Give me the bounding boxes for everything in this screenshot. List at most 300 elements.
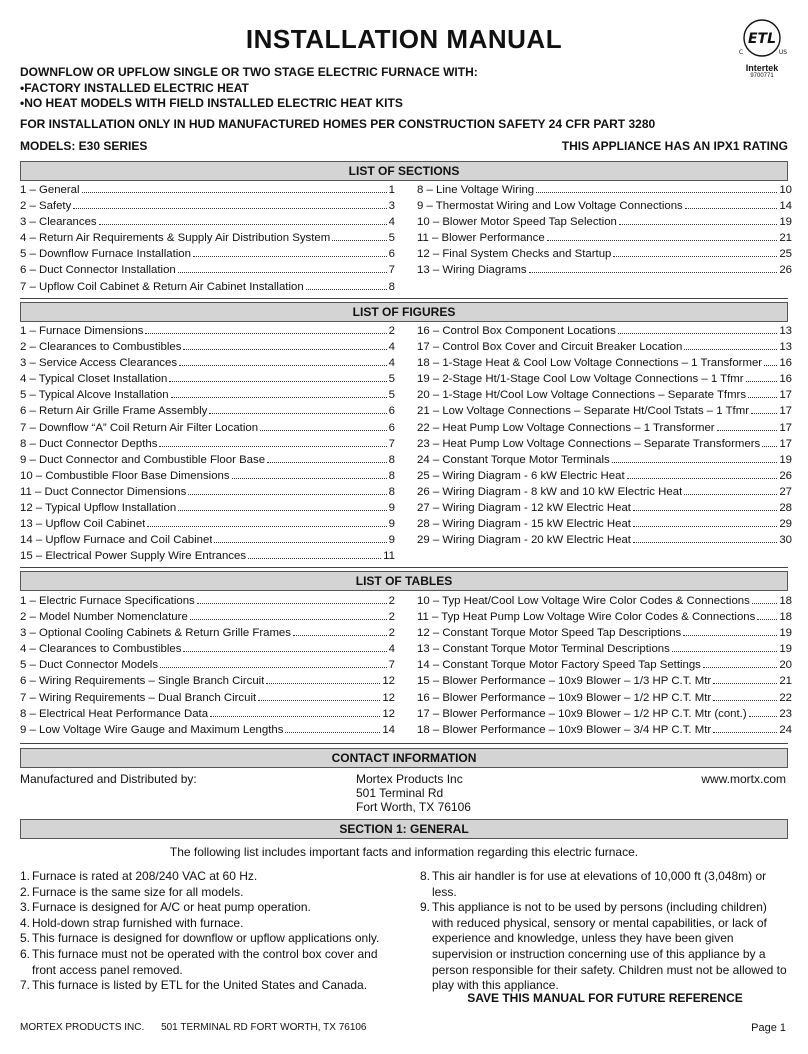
toc-entry-label: 7 – Downflow “A” Coil Return Air Filter Location bbox=[20, 421, 259, 434]
toc-entry-page: 3 bbox=[388, 200, 395, 213]
toc-entry-label: 29 – Wiring Diagram - 20 kW Electric Heat bbox=[417, 534, 631, 547]
toc-entry-label: 20 – 1-Stage Ht/Cool Low Voltage Connections – Separate Tfmrs bbox=[417, 389, 747, 402]
toc-entry[interactable] bbox=[20, 184, 395, 200]
tables-header: LIST OF TABLES bbox=[20, 571, 788, 591]
toc-entry-page: 19 bbox=[779, 643, 792, 656]
toc-entry-label: 24 – Constant Torque Motor Terminals bbox=[417, 453, 610, 466]
toc-entry-label: 4 – Return Air Requirements & Supply Air Distribution System bbox=[20, 232, 331, 245]
toc-entry-label: 1 – Furnace Dimensions bbox=[20, 325, 144, 337]
general-fact-item bbox=[20, 885, 400, 901]
toc-entry-page: 19 bbox=[779, 453, 792, 466]
toc-entry-label: 17 – Control Box Cover and Circuit Breaker Location bbox=[417, 341, 683, 354]
toc-entry-label: 14 – Constant Torque Motor Factory Speed Tap Settings bbox=[417, 659, 701, 672]
general-fact-item bbox=[20, 869, 400, 885]
toc-entry-page: 17 bbox=[779, 405, 792, 418]
footer bbox=[20, 1022, 367, 1033]
toc-entry[interactable] bbox=[417, 216, 792, 232]
toc-entry-page: 12 bbox=[382, 707, 395, 720]
dot-leader bbox=[82, 192, 387, 193]
toc-entry-page: 10 bbox=[779, 184, 792, 196]
toc-entry-page: 7 bbox=[388, 264, 395, 277]
toc-entry-page: 18 bbox=[779, 611, 792, 624]
manufacturer-address bbox=[356, 772, 471, 814]
sections-left-list bbox=[20, 184, 395, 297]
etl-logo-icon bbox=[737, 14, 787, 62]
toc-entry-label: 7 – Wiring Requirements – Dual Branch Circuit bbox=[20, 691, 257, 704]
dot-leader bbox=[258, 700, 380, 701]
toc-entry[interactable] bbox=[20, 534, 395, 550]
toc-entry-label: 18 – 1-Stage Heat & Cool Low Voltage Connections – 1 Transformer bbox=[417, 357, 763, 370]
toc-entry[interactable] bbox=[20, 675, 395, 691]
toc-entry-page: 7 bbox=[388, 437, 395, 450]
dot-leader bbox=[618, 333, 778, 334]
models-label: MODELS: E30 SERIES bbox=[20, 139, 148, 153]
fact-text: This appliance is not to be used by persons (including children) with reduced physical, sensory or mental capabilities, or lack of experience and knowledge, unless they have been given supervision or instruction concerning use of this appliance by a person responsible for their safety. Children must not be allowed to play with this appliance. bbox=[432, 900, 787, 993]
toc-entry-page: 21 bbox=[779, 232, 792, 245]
toc-entry-label: 25 – Wiring Diagram - 6 kW Electric Heat bbox=[417, 469, 625, 482]
dot-leader bbox=[179, 365, 387, 366]
toc-entry-label: 5 – Duct Connector Models bbox=[20, 659, 159, 672]
footer-company: MORTEX PRODUCTS INC. bbox=[20, 1022, 145, 1033]
toc-entry-label: 2 – Safety bbox=[20, 200, 72, 213]
toc-entry-page: 12 bbox=[382, 675, 395, 688]
general-intro: The following list includes important facts and information regarding this electric furnace. bbox=[169, 845, 639, 859]
toc-entry-label: 6 – Return Air Grille Frame Assembly bbox=[20, 405, 208, 418]
toc-entry-label: 9 – Low Voltage Wire Gauge and Maximum Lengths bbox=[20, 723, 284, 736]
toc-entry[interactable] bbox=[20, 200, 395, 216]
fact-text: Furnace is the same size for all models. bbox=[32, 884, 244, 899]
toc-entry-label: 6 – Wiring Requirements – Single Branch Circuit bbox=[20, 675, 265, 688]
toc-entry[interactable] bbox=[417, 389, 792, 405]
toc-entry-label: 1 – Electric Furnace Specifications bbox=[20, 595, 195, 607]
company-name: Mortex Products Inc bbox=[356, 772, 463, 786]
toc-entry-page: 8 bbox=[388, 453, 395, 466]
dot-leader bbox=[633, 526, 777, 527]
dot-leader bbox=[169, 381, 386, 382]
fact-number: 5. bbox=[20, 931, 31, 946]
general-fact-item bbox=[20, 900, 400, 916]
toc-entry-page: 14 bbox=[382, 723, 395, 736]
footer-address: 501 TERMINAL RD FORT WORTH, TX 76106 bbox=[161, 1022, 367, 1033]
fact-number: 2. bbox=[20, 884, 31, 899]
dot-leader bbox=[210, 716, 380, 717]
fact-number: 8. bbox=[420, 869, 431, 883]
toc-entry-label: 7 – Upflow Coil Cabinet & Return Air Cabinet Installation bbox=[20, 280, 304, 293]
dot-leader bbox=[713, 700, 777, 701]
street-address: 501 Terminal Rd bbox=[356, 786, 444, 800]
toc-entry[interactable] bbox=[417, 454, 792, 470]
general-fact-item bbox=[20, 931, 400, 947]
divider bbox=[20, 743, 788, 744]
dot-leader bbox=[683, 635, 777, 636]
dot-leader bbox=[145, 333, 386, 334]
toc-entry-label: 23 – Heat Pump Low Voltage Connections – Separate Transformers bbox=[417, 437, 761, 450]
general-section-header: SECTION 1: GENERAL bbox=[20, 819, 788, 839]
svg-text:US: US bbox=[778, 49, 787, 56]
dot-leader bbox=[746, 381, 778, 382]
toc-entry-label: 9 – Duct Connector and Combustible Floor Base bbox=[20, 453, 266, 466]
toc-entry-label: 10 – Combustible Floor Base Dimensions bbox=[20, 469, 230, 482]
toc-entry-page: 17 bbox=[779, 421, 792, 434]
etl-listing-mark bbox=[733, 14, 791, 86]
toc-entry-label: 12 – Constant Torque Motor Speed Tap Descriptions bbox=[417, 627, 682, 640]
toc-entry-page: 4 bbox=[388, 341, 395, 354]
toc-entry[interactable] bbox=[417, 518, 792, 534]
toc-entry[interactable] bbox=[417, 675, 792, 691]
toc-entry[interactable] bbox=[20, 595, 395, 611]
toc-entry-page: 29 bbox=[779, 518, 792, 531]
toc-entry-label: 6 – Duct Connector Installation bbox=[20, 264, 176, 277]
toc-entry[interactable] bbox=[417, 373, 792, 389]
toc-entry-page: 18 bbox=[779, 595, 792, 607]
toc-entry-label: 16 – Control Box Component Locations bbox=[417, 325, 616, 337]
toc-entry-label: 8 – Electrical Heat Performance Data bbox=[20, 707, 209, 720]
toc-entry-page: 2 bbox=[388, 325, 395, 337]
toc-entry-page: 11 bbox=[383, 550, 395, 563]
toc-entry-page: 8 bbox=[388, 280, 395, 293]
general-facts-right bbox=[420, 869, 790, 994]
toc-entry-page: 4 bbox=[388, 216, 395, 229]
subhead-line: •FACTORY INSTALLED ELECTRIC HEAT bbox=[20, 81, 249, 95]
toc-entry-page: 13 bbox=[779, 325, 792, 337]
sections-right-list bbox=[417, 184, 792, 281]
figures-left-list bbox=[20, 325, 395, 566]
toc-entry-label: 5 – Typical Alcove Installation bbox=[20, 389, 169, 402]
toc-entry-page: 6 bbox=[388, 248, 395, 261]
toc-entry[interactable] bbox=[417, 502, 792, 518]
toc-entry[interactable] bbox=[417, 341, 792, 357]
toc-entry-label: 12 – Typical Upflow Installation bbox=[20, 502, 177, 515]
toc-entry-page: 21 bbox=[779, 675, 792, 688]
logo-number: 9700771 bbox=[750, 73, 774, 79]
dot-leader bbox=[749, 716, 778, 717]
toc-entry[interactable] bbox=[20, 550, 395, 566]
dot-leader bbox=[159, 446, 386, 447]
toc-entry-page: 19 bbox=[779, 627, 792, 640]
toc-entry-page: 9 bbox=[388, 502, 395, 515]
dot-leader bbox=[248, 558, 381, 559]
toc-entry[interactable] bbox=[20, 232, 395, 248]
fact-number: 4. bbox=[20, 915, 31, 930]
toc-entry-page: 20 bbox=[779, 659, 792, 672]
toc-entry[interactable] bbox=[417, 486, 792, 502]
toc-entry-label: 9 – Thermostat Wiring and Low Voltage Connections bbox=[417, 200, 683, 213]
toc-entry-label: 15 – Electrical Power Supply Wire Entrances bbox=[20, 550, 247, 563]
toc-entry-page: 6 bbox=[388, 421, 395, 434]
dot-leader bbox=[713, 683, 777, 684]
toc-entry-label: 27 – Wiring Diagram - 12 kW Electric Heat bbox=[417, 502, 631, 515]
general-fact-item bbox=[420, 869, 790, 900]
toc-entry-page: 2 bbox=[388, 627, 395, 640]
dot-leader bbox=[332, 240, 386, 241]
toc-entry[interactable] bbox=[20, 373, 395, 389]
svg-text:C: C bbox=[738, 49, 744, 56]
toc-entry-page: 28 bbox=[779, 502, 792, 515]
toc-entry-label: 5 – Downflow Furnace Installation bbox=[20, 248, 191, 261]
subhead-line: FOR INSTALLATION ONLY IN HUD MANUFACTURED HOMES PER CONSTRUCTION SAFETY 24 CFR PART 3280 bbox=[20, 117, 656, 131]
toc-entry-page: 2 bbox=[388, 611, 395, 624]
toc-entry-page: 23 bbox=[779, 707, 792, 720]
toc-entry-label: 1 – General bbox=[20, 184, 80, 196]
toc-entry-page: 12 bbox=[382, 691, 395, 704]
figures-header: LIST OF FIGURES bbox=[20, 302, 788, 322]
toc-entry-label: 22 – Heat Pump Low Voltage Connections – 1 Transformer bbox=[417, 421, 715, 434]
fact-text: Furnace is designed for A/C or heat pump operation. bbox=[32, 900, 311, 915]
toc-entry-page: 4 bbox=[388, 643, 395, 656]
divider bbox=[20, 298, 788, 299]
dot-leader bbox=[160, 667, 387, 668]
dot-leader bbox=[190, 619, 387, 620]
toc-entry-page: 25 bbox=[779, 248, 792, 261]
dot-leader bbox=[171, 397, 387, 398]
toc-entry-page: 1 bbox=[388, 184, 395, 196]
dot-leader bbox=[178, 510, 386, 511]
dot-leader bbox=[293, 635, 387, 636]
toc-entry[interactable] bbox=[417, 724, 792, 740]
toc-entry-page: 17 bbox=[779, 437, 792, 450]
toc-entry[interactable] bbox=[417, 184, 792, 200]
dot-leader bbox=[232, 478, 387, 479]
tables-right-list bbox=[417, 595, 792, 740]
dot-leader bbox=[684, 494, 777, 495]
toc-entry[interactable] bbox=[20, 454, 395, 470]
fact-text: Furnace is rated at 208/240 VAC at 60 Hz. bbox=[32, 869, 258, 883]
dot-leader bbox=[703, 667, 777, 668]
toc-entry[interactable] bbox=[20, 659, 395, 675]
dot-leader bbox=[619, 224, 777, 225]
toc-entry-label: 21 – Low Voltage Connections – Separate Ht/Cool Tstats – 1 Tfmr bbox=[417, 405, 749, 418]
toc-entry-label: 3 – Optional Cooling Cabinets & Return Grille Frames bbox=[20, 627, 291, 640]
dot-leader bbox=[633, 542, 777, 543]
toc-entry-label: 17 – Blower Performance – 10x9 Blower – 1/2 HP C.T. Mtr (cont.) bbox=[417, 707, 747, 720]
toc-entry[interactable] bbox=[20, 216, 395, 232]
dot-leader bbox=[748, 397, 777, 398]
dot-leader bbox=[672, 651, 778, 652]
toc-entry[interactable] bbox=[417, 659, 792, 675]
dot-leader bbox=[267, 462, 387, 463]
dot-leader bbox=[547, 240, 778, 241]
divider bbox=[20, 567, 788, 568]
sections-header: LIST OF SECTIONS bbox=[20, 161, 788, 181]
dot-leader bbox=[285, 732, 380, 733]
toc-entry-label: 11 – Typ Heat Pump Low Voltage Wire Color Codes & Connections bbox=[417, 611, 756, 624]
ipx-rating: THIS APPLIANCE HAS AN IPX1 RATING bbox=[561, 139, 788, 153]
toc-entry[interactable] bbox=[417, 232, 792, 248]
fact-number: 1. bbox=[20, 869, 31, 883]
toc-entry-page: 13 bbox=[779, 341, 792, 354]
toc-entry[interactable] bbox=[417, 627, 792, 643]
toc-entry[interactable] bbox=[417, 264, 792, 280]
dot-leader bbox=[752, 603, 777, 604]
dot-leader bbox=[536, 192, 777, 193]
dot-leader bbox=[757, 619, 777, 620]
tables-left-list bbox=[20, 595, 395, 740]
contact-header: CONTACT INFORMATION bbox=[20, 748, 788, 768]
toc-entry[interactable] bbox=[20, 389, 395, 405]
toc-entry[interactable] bbox=[20, 708, 395, 724]
toc-entry[interactable] bbox=[20, 470, 395, 486]
toc-entry-label: 4 – Clearances to Combustibles bbox=[20, 643, 182, 656]
svg-text:ETL: ETL bbox=[747, 31, 777, 47]
toc-entry[interactable] bbox=[20, 281, 395, 297]
toc-entry[interactable] bbox=[417, 248, 792, 264]
toc-entry[interactable] bbox=[20, 248, 395, 264]
general-fact-item bbox=[20, 916, 400, 932]
toc-entry[interactable] bbox=[417, 470, 792, 486]
dot-leader bbox=[178, 272, 387, 273]
logo-brand: Intertek bbox=[745, 63, 779, 73]
subhead-line: •NO HEAT MODELS WITH FIELD INSTALLED ELECTRIC HEAT KITS bbox=[20, 96, 403, 110]
toc-entry-label: 13 – Upflow Coil Cabinet bbox=[20, 518, 146, 531]
toc-entry[interactable] bbox=[20, 438, 395, 454]
toc-entry-page: 30 bbox=[779, 534, 792, 547]
fact-number: 6. bbox=[20, 946, 31, 961]
city-state-zip: Fort Worth, TX 76106 bbox=[356, 800, 471, 814]
toc-entry-page: 8 bbox=[388, 485, 395, 498]
toc-entry-page: 17 bbox=[779, 389, 792, 402]
dot-leader bbox=[713, 732, 777, 733]
dot-leader bbox=[633, 510, 777, 511]
dot-leader bbox=[751, 413, 777, 414]
fact-text: Hold-down strap furnished with furnace. bbox=[32, 915, 244, 930]
toc-entry-label: 18 – Blower Performance – 10x9 Blower – 3/4 HP C.T. Mtr bbox=[417, 723, 712, 736]
toc-entry[interactable] bbox=[20, 692, 395, 708]
toc-entry[interactable] bbox=[417, 422, 792, 438]
toc-entry-label: 13 – Constant Torque Motor Terminal Descriptions bbox=[417, 643, 670, 656]
toc-entry[interactable] bbox=[417, 405, 792, 421]
fact-text: This air handler is for use at elevations of 10,000 ft (3,048m) or less. bbox=[432, 869, 767, 899]
toc-entry-label: 3 – Clearances bbox=[20, 216, 97, 229]
toc-entry[interactable] bbox=[417, 325, 792, 341]
toc-entry-page: 5 bbox=[388, 389, 395, 402]
toc-entry[interactable] bbox=[20, 422, 395, 438]
general-fact-item bbox=[20, 978, 400, 994]
toc-entry[interactable] bbox=[20, 264, 395, 280]
toc-entry[interactable] bbox=[417, 692, 792, 708]
toc-entry-page: 6 bbox=[388, 405, 395, 418]
toc-entry-label: 26 – Wiring Diagram - 8 kW and 10 kW Electric Heat bbox=[417, 485, 683, 498]
toc-entry-label: 19 – 2-Stage Ht/1-Stage Cool Low Voltage Connections – 1 Tfmr bbox=[417, 373, 744, 386]
dot-leader bbox=[266, 683, 380, 684]
toc-entry-label: 13 – Wiring Diagrams bbox=[417, 264, 527, 277]
toc-entry[interactable] bbox=[20, 518, 395, 534]
dot-leader bbox=[717, 430, 778, 431]
dot-leader bbox=[197, 603, 387, 604]
fact-text: This furnace must not be operated with the control box cover and front access panel removed. bbox=[32, 946, 378, 977]
figures-right-list bbox=[417, 325, 792, 550]
dot-leader bbox=[529, 272, 778, 273]
toc-entry-page: 26 bbox=[779, 469, 792, 482]
dot-leader bbox=[685, 208, 778, 209]
toc-entry[interactable] bbox=[20, 486, 395, 502]
toc-entry-page: 7 bbox=[388, 659, 395, 672]
toc-entry-label: 8 – Line Voltage Wiring bbox=[417, 184, 535, 196]
toc-entry[interactable] bbox=[20, 341, 395, 357]
toc-entry-label: 16 – Blower Performance – 10x9 Blower – 1/2 HP C.T. Mtr bbox=[417, 691, 712, 704]
toc-entry-page: 16 bbox=[779, 357, 792, 370]
fact-number: 3. bbox=[20, 900, 31, 915]
dot-leader bbox=[183, 651, 386, 652]
toc-entry-page: 14 bbox=[779, 200, 792, 213]
dot-leader bbox=[147, 526, 386, 527]
general-fact-item bbox=[20, 947, 400, 978]
toc-entry-label: 11 – Duct Connector Dimensions bbox=[20, 485, 187, 498]
toc-entry-page: 8 bbox=[388, 469, 395, 482]
toc-entry[interactable] bbox=[417, 708, 792, 724]
toc-entry[interactable] bbox=[417, 611, 792, 627]
fact-number: 7. bbox=[20, 978, 31, 993]
toc-entry-page: 2 bbox=[388, 595, 395, 607]
toc-entry-label: 14 – Upflow Furnace and Coil Cabinet bbox=[20, 534, 213, 547]
general-fact-item bbox=[420, 900, 790, 994]
toc-entry-label: 3 – Service Access Clearances bbox=[20, 357, 178, 370]
dot-leader bbox=[612, 462, 778, 463]
toc-entry-label: 8 – Duct Connector Depths bbox=[20, 437, 158, 450]
dot-leader bbox=[73, 208, 386, 209]
toc-entry[interactable] bbox=[20, 502, 395, 518]
toc-entry-label: 2 – Clearances to Combustibles bbox=[20, 341, 182, 354]
toc-entry-label: 28 – Wiring Diagram - 15 kW Electric Heat bbox=[417, 518, 631, 531]
toc-entry-page: 16 bbox=[779, 373, 792, 386]
toc-entry-page: 22 bbox=[779, 691, 792, 704]
toc-entry[interactable] bbox=[20, 405, 395, 421]
toc-entry-page: 5 bbox=[388, 373, 395, 386]
toc-entry-label: 15 – Blower Performance – 10x9 Blower – 1/3 HP C.T. Mtr bbox=[417, 675, 712, 688]
save-manual-note: SAVE THIS MANUAL FOR FUTURE REFERENCE bbox=[467, 991, 743, 1005]
toc-entry-label: 11 – Blower Performance bbox=[417, 232, 545, 245]
fact-number: 9. bbox=[420, 900, 431, 915]
toc-entry[interactable] bbox=[20, 627, 395, 643]
toc-entry[interactable] bbox=[417, 200, 792, 216]
dot-leader bbox=[193, 256, 387, 257]
dot-leader bbox=[762, 446, 777, 447]
dot-leader bbox=[209, 413, 386, 414]
toc-entry[interactable] bbox=[20, 325, 395, 341]
toc-entry-page: 5 bbox=[388, 232, 395, 245]
dot-leader bbox=[183, 349, 386, 350]
dot-leader bbox=[99, 224, 387, 225]
fact-text: This furnace is designed for downflow or upflow applications only. bbox=[32, 931, 380, 946]
general-facts-left bbox=[20, 869, 400, 994]
dot-leader bbox=[684, 349, 777, 350]
toc-entry[interactable] bbox=[417, 534, 792, 550]
toc-entry[interactable] bbox=[20, 724, 395, 740]
toc-entry-page: 4 bbox=[388, 357, 395, 370]
toc-entry[interactable] bbox=[20, 611, 395, 627]
fact-text: This furnace is listed by ETL for the United States and Canada. bbox=[32, 978, 368, 993]
toc-entry-page: 9 bbox=[388, 518, 395, 531]
toc-entry[interactable] bbox=[417, 357, 792, 373]
website-link[interactable]: www.mortx.com bbox=[701, 772, 786, 786]
toc-entry[interactable] bbox=[417, 643, 792, 659]
toc-entry[interactable] bbox=[20, 643, 395, 659]
page-number: Page 1 bbox=[751, 1022, 786, 1034]
toc-entry[interactable] bbox=[417, 438, 792, 454]
toc-entry-label: 2 – Model Number Nomenclature bbox=[20, 611, 188, 624]
subhead-line: DOWNFLOW OR UPFLOW SINGLE OR TWO STAGE ELECTRIC FURNACE WITH: bbox=[20, 65, 478, 79]
toc-entry-label: 10 – Blower Motor Speed Tap Selection bbox=[417, 216, 617, 229]
toc-entry-page: 27 bbox=[779, 485, 792, 498]
dot-leader bbox=[260, 430, 387, 431]
toc-entry-page: 26 bbox=[779, 264, 792, 277]
toc-entry-page: 24 bbox=[779, 723, 792, 736]
toc-entry[interactable] bbox=[417, 595, 792, 611]
toc-entry-label: 10 – Typ Heat/Cool Low Voltage Wire Color Codes & Connections bbox=[417, 595, 750, 607]
toc-entry[interactable] bbox=[20, 357, 395, 373]
dot-leader bbox=[214, 542, 386, 543]
dot-leader bbox=[764, 365, 777, 366]
toc-entry-label: 4 – Typical Closet Installation bbox=[20, 373, 168, 386]
